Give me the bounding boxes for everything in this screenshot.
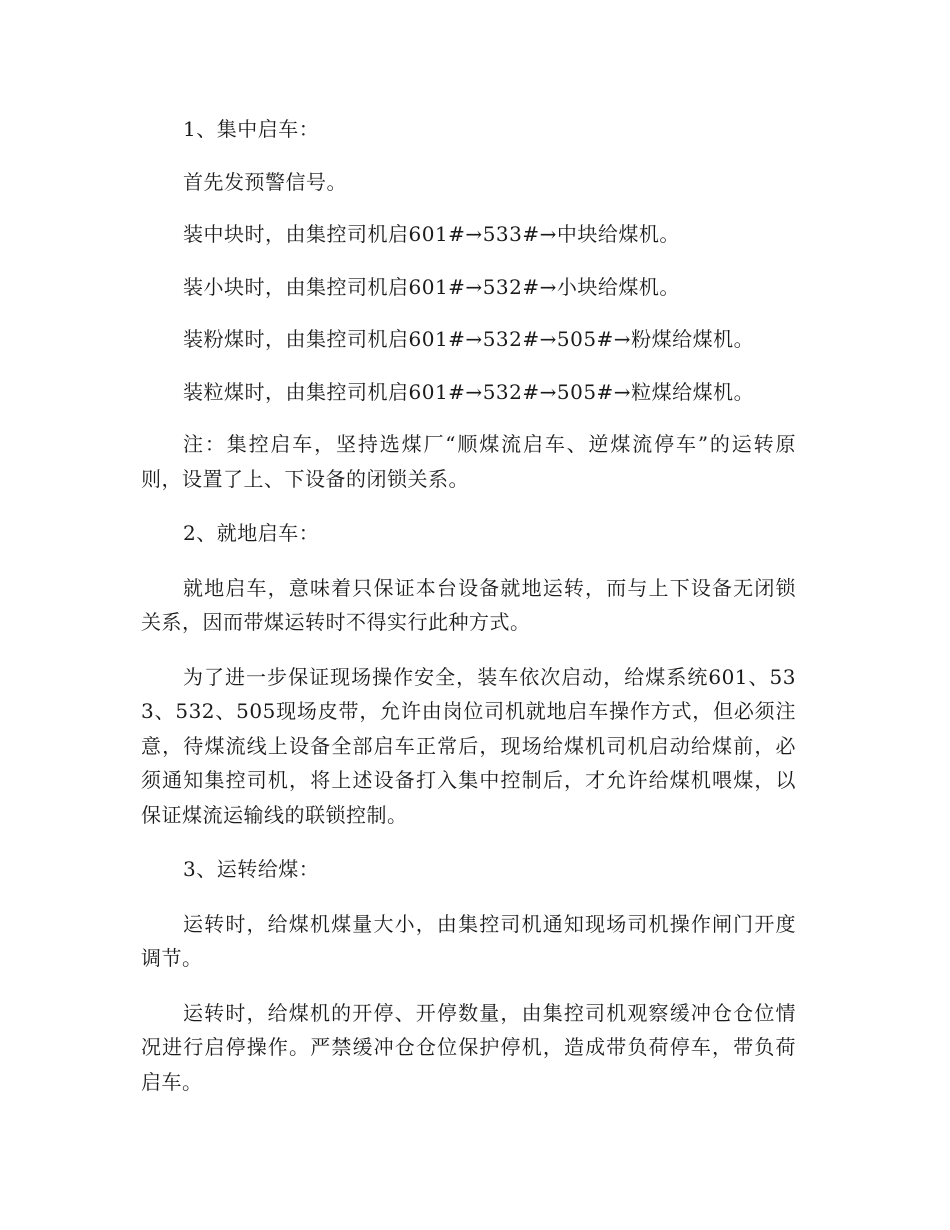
paragraph-medium-lump: 装中块时，由集控司机启601#→533#→中块给煤机。: [183, 222, 680, 246]
paragraph-feeder-start-stop: 运转时，给煤机的开停、开停数量，由集控司机观察缓冲仓仓位情况进行启停操作。严禁缓冲仓仓位保护停机，造成带负荷停车，带负荷启车。: [141, 1000, 796, 1094]
paragraph-feed-volume: 运转时，给煤机煤量大小，由集控司机通知现场司机操作闸门开度调节。: [141, 911, 796, 970]
paragraph-small-lump: 装小块时，由集控司机启601#→532#→小块给煤机。: [183, 274, 680, 299]
paragraph-local-start-desc: 就地启车，意味着只保证本台设备就地运转，而与上下设备无闭锁关系，因而带煤运转时不得实行此种方式。: [141, 575, 796, 634]
paragraph-granular-coal: 装粒煤时，由集控司机启601#→532#→505#→粒煤给煤机。: [183, 379, 755, 404]
paragraph-warning-signal: 首先发预警信号。: [183, 169, 347, 194]
section-heading-local-start: 2、就地启车：: [183, 521, 320, 545]
paragraph-powder-coal: 装粉煤时，由集控司机启601#→532#→505#→粉煤给煤机。: [183, 327, 755, 351]
document-body: [141, 112, 796, 1099]
section-heading-centralized-start: 1、集中启车：: [183, 117, 320, 141]
paragraph-safety-procedure: 为了进一步保证现场操作安全，装车依次启动，给煤系统601、533、532、505现场皮带，允许由岗位司机就地启车操作方式，但必须注意，待煤流线上设备全部启车正常后，现场给煤机司机启动给煤前，必须通知集控司机，将上述设备打入集中控制后，才允许给煤机喂煤，以保证煤流运输线的联锁控制。: [141, 664, 796, 827]
section-heading-running-feed: 3、运转给煤：: [183, 857, 320, 881]
paragraph-note: 注：集控启车，坚持选煤厂“顺煤流启车、逆煤流停车”的运转原则，设置了上、下设备的闭锁关系。: [141, 432, 796, 491]
